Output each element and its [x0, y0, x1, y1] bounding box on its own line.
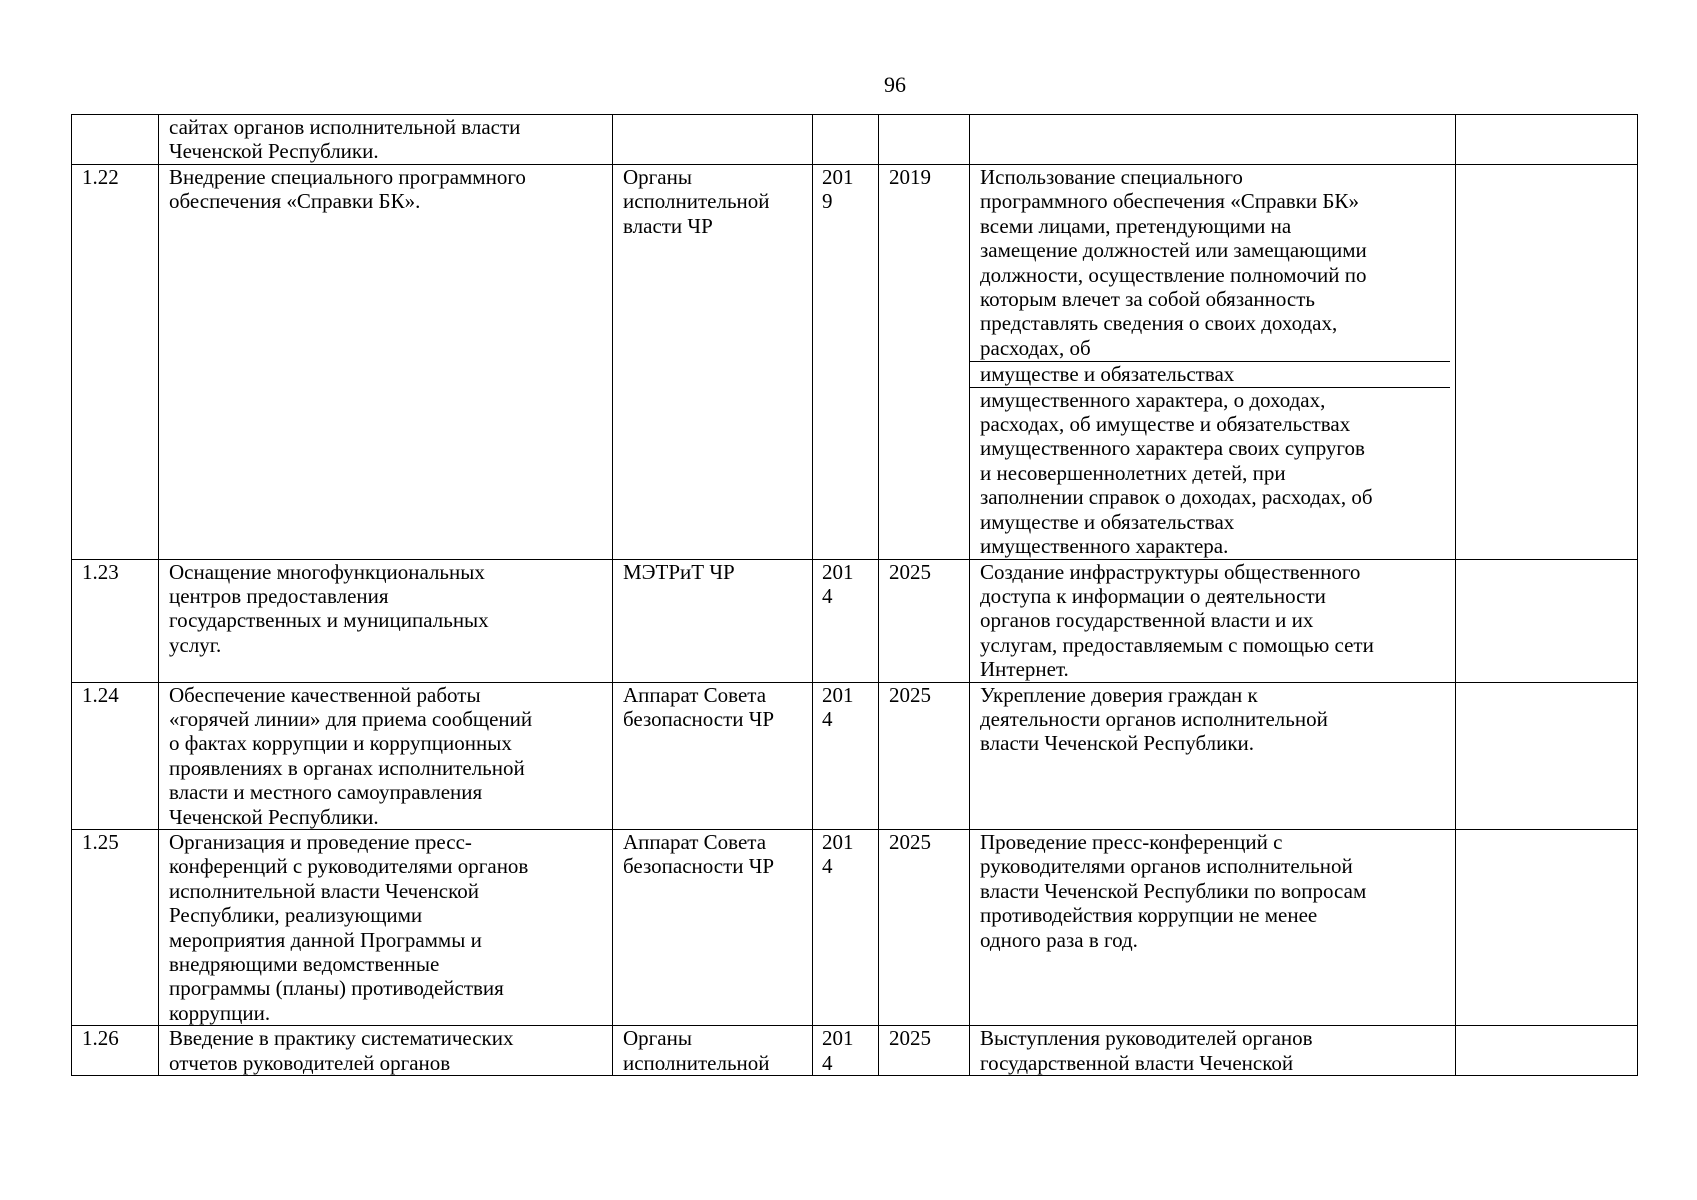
note-cell: [1456, 829, 1638, 1025]
result-cell: Создание инфраструктуры общественного доступа к информации о деятельности органов государственной власти и их услугам, предоставляемым с помощью сети Интернет.: [970, 559, 1456, 682]
end-year-cell: 2025: [879, 829, 970, 1025]
start-year-cell: 201 4: [813, 682, 879, 829]
row-number: 1.26: [72, 1026, 159, 1076]
table-row: [72, 165, 1638, 560]
executor-cell: Органы исполнительной: [613, 1026, 813, 1076]
table-row: [72, 559, 1638, 682]
result-cell: Проведение пресс-конференций с руководителями органов исполнительной власти Чеченской Республики по вопросам противодействия коррупции не менее одного раза в год.: [970, 829, 1456, 1025]
start-year-cell: 201 4: [813, 829, 879, 1025]
result-text-bottom: имущественного характера, о доходах, расходах, об имуществе и обязательствах имущественного характера своих супругов и несовершеннолетних детей, при заполнении справок о доходах, расходах, об имуществе и обязательствах имущественного характера.: [980, 387, 1373, 559]
activity-cell: Введение в практику систематических отчетов руководителей органов: [159, 1026, 613, 1076]
result-cell: [970, 165, 1456, 560]
table-row: [72, 1026, 1638, 1076]
start-year-cell: 201 4: [813, 559, 879, 682]
table-row: [72, 829, 1638, 1025]
executor-cell: Аппарат Совета безопасности ЧР: [613, 829, 813, 1025]
executor-cell: МЭТРиТ ЧР: [613, 559, 813, 682]
table-row: [72, 115, 1638, 165]
activity-cell: Внедрение специального программного обеспечения «Справки БК».: [159, 165, 613, 560]
row-number: 1.24: [72, 682, 159, 829]
program-table: [71, 114, 1638, 1076]
end-year-cell: 2019: [879, 165, 970, 560]
activity-cell: Обеспечение качественной работы «горячей линии» для приема сообщений о фактах коррупции и коррупционных проявлениях в органах исполнительной власти и местного самоуправления Чеченской Республики.: [159, 682, 613, 829]
note-cell: [1456, 682, 1638, 829]
result-cell: Выступления руководителей органов государственной власти Чеченской: [970, 1026, 1456, 1076]
executor-cell: Аппарат Совета безопасности ЧР: [613, 682, 813, 829]
note-cell: [1456, 559, 1638, 682]
table-row: [72, 682, 1638, 829]
row-number: 1.25: [72, 829, 159, 1025]
row-number: 1.22: [72, 165, 159, 560]
end-year-cell: 2025: [879, 559, 970, 682]
result-text-top: Использование специального программного обеспечения «Справки БК» всеми лицами, претендующими на замещение должностей или замещающими должности, осуществление полномочий по которым влечет за собой обязанность представлять сведения о своих доходах, расходах, об: [980, 165, 1367, 360]
activity-cell: сайтах органов исполнительной власти Чеченской Республики.: [159, 115, 613, 165]
activity-cell: Организация и проведение пресс- конференций с руководителями органов исполнительной власти Чеченской Республики, реализующими мероприятия данной Программы и внедряющими ведомственные программы (планы) противодействия коррупции.: [159, 829, 613, 1025]
note-cell: [1456, 165, 1638, 560]
page-number: 96: [884, 72, 906, 97]
start-year-cell: 201 4: [813, 1026, 879, 1076]
start-year-cell: [813, 115, 879, 165]
result-cell: Укрепление доверия граждан к деятельности органов исполнительной власти Чеченской Республики.: [970, 682, 1456, 829]
start-year-cell: 201 9: [813, 165, 879, 560]
result-text-split: имуществе и обязательствах: [970, 361, 1450, 387]
note-cell: [1456, 115, 1638, 165]
end-year-cell: [879, 115, 970, 165]
note-cell: [1456, 1026, 1638, 1076]
row-number: [72, 115, 159, 165]
executor-cell: [613, 115, 813, 165]
end-year-cell: 2025: [879, 682, 970, 829]
executor-cell: Органы исполнительной власти ЧР: [613, 165, 813, 560]
row-number: 1.23: [72, 559, 159, 682]
end-year-cell: 2025: [879, 1026, 970, 1076]
activity-cell: Оснащение многофункциональных центров предоставления государственных и муниципальных услуг.: [159, 559, 613, 682]
result-cell: [970, 115, 1456, 165]
